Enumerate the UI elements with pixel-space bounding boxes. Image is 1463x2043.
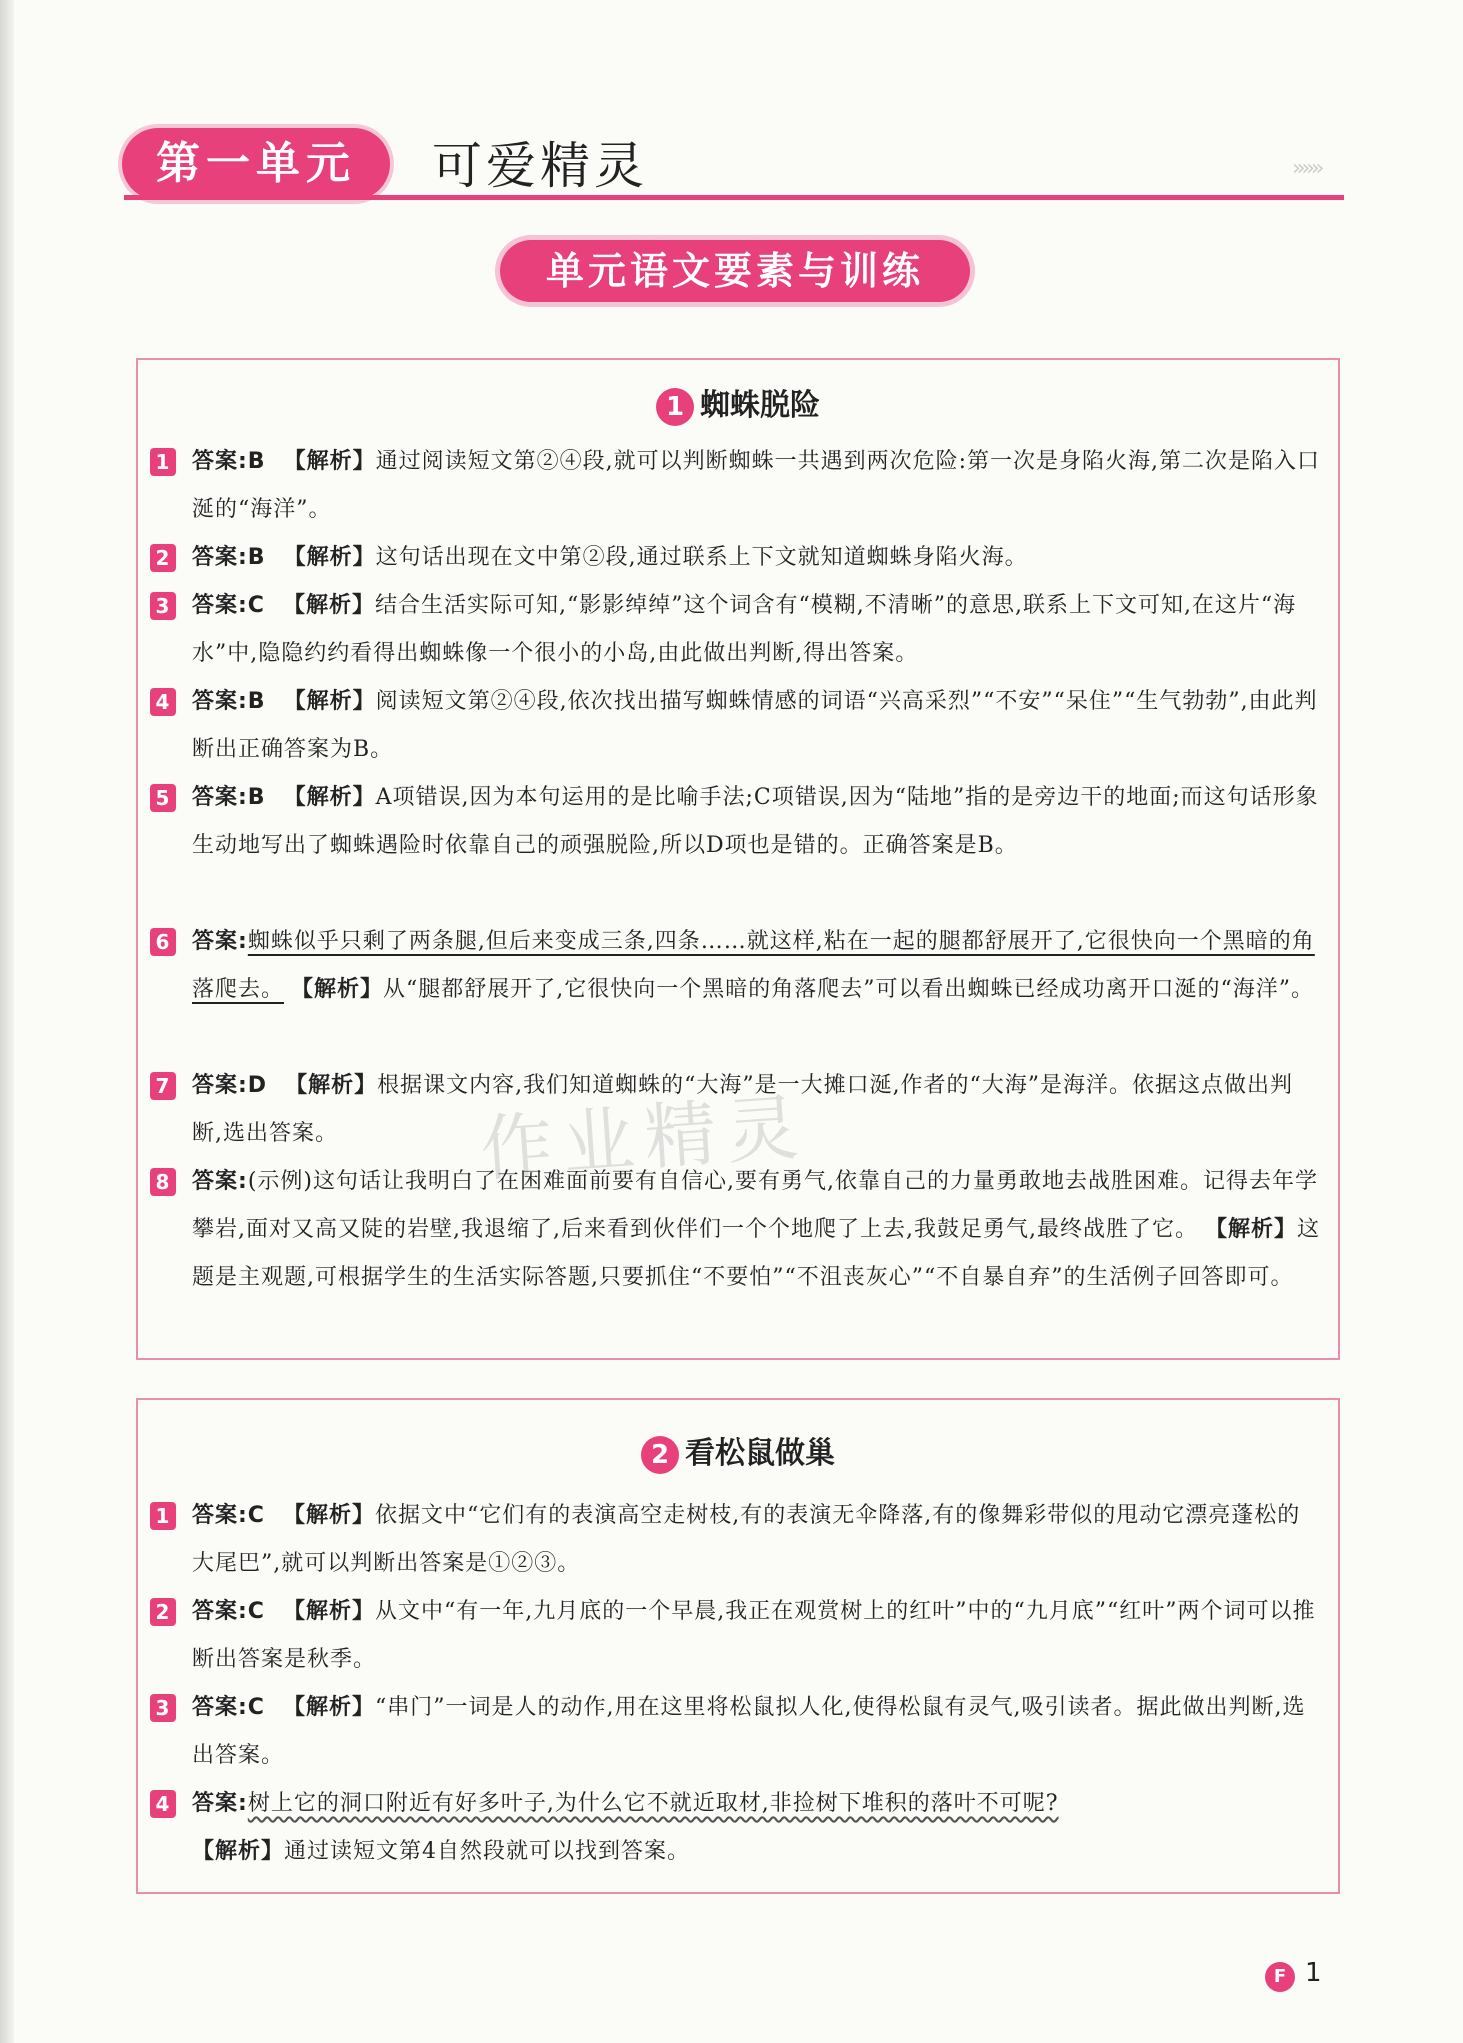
publisher-logo-icon: F [1265,1962,1295,1992]
lesson-title-2 [138,1428,1338,1474]
analysis-text: 这句话出现在文中第②段,通过联系上下文就知道蜘蛛身陷火海。 [375,545,1028,570]
chevrons-icon: »»» [1292,156,1321,181]
answer-item [155,1684,1320,1780]
analysis-label: 【解析】 [282,1695,375,1720]
question-number: 1 [150,1502,176,1530]
question-number: 8 [150,1168,176,1196]
analysis-label: 【解析】 [283,785,376,810]
analysis-text: A项错误,因为本句运用的是比喻手法;C项错误,因为“陆地”指的是旁边干的地面;而这句话形象生动地写出了蜘蛛遇险时依靠自己的顽强脱险,所以D项也是错的。正确答案是B。 [192,785,1319,858]
analysis-label: 【解析】 [283,689,376,714]
question-number: 6 [150,928,176,956]
analysis-label: 【解析】 [282,1503,375,1528]
answer-text: (示例)这句话让我明白了在困难面前要有自信心,要有勇气,依靠自己的力量勇敢地去战胜困难。记得去年学攀岩,面对又高又陡的岩壁,我退缩了,后来看到伙伴们一个个地爬了上去,我鼓足勇气,最终战胜了它。 [192,1169,1318,1242]
page-number: 1 [1305,1958,1322,1988]
answer-item [155,1158,1321,1302]
analysis-text: 通过读短文第4自然段就可以找到答案。 [284,1839,691,1864]
answer-label: 答案: [192,929,248,954]
analysis-label: 【解析】 [283,545,376,570]
answer-label: 答案:C [192,1599,265,1624]
unit-badge: 第一单元 [122,128,390,200]
answer-label: 答案:B [192,449,266,474]
analysis-label: 【解析】 [282,1599,375,1624]
answer-item [155,774,1320,870]
answer-item [155,438,1320,534]
answer-item [155,1588,1320,1684]
question-number: 1 [150,448,176,476]
analysis-label: 【解析】 [282,593,375,618]
analysis-label: 【解析】 [192,1839,285,1864]
lesson-number-badge: 2 [641,1436,679,1474]
question-number: 5 [150,784,176,812]
answer-item [155,918,1320,1014]
answer-label: 答案:C [192,1695,265,1720]
answer-label: 答案: [192,1791,248,1816]
analysis-text: “串门”一词是人的动作,用在这里将松鼠拟人化,使得松鼠有灵气,吸引读者。据此做出判断,选出答案。 [192,1695,1306,1768]
answer-item [155,678,1320,774]
unit-title: 可爱精灵 [432,137,648,195]
answer-label: 答案:B [192,545,266,570]
answer-label: 答案:D [192,1073,268,1098]
answer-text: 树上它的洞口附近有好多叶子,为什么它不就近取材,非捡树下堆积的落叶不可呢? [247,1791,1059,1816]
question-number: 2 [150,1598,176,1626]
answer-item [155,1780,1320,1876]
analysis-text: 这题是主观题,可根据学生的生活实际答题,只要抓住“不要怕”“不沮丧灰心”“不自暴自弃”的生活例子回答即可。 [192,1217,1321,1290]
watermark: 作业精灵 [477,1084,811,1192]
analysis-text: 依据文中“它们有的表演高空走树枝,有的表演无伞降落,有的像舞彩带似的甩动它漂亮蓬松的大尾巴”,就可以判断出答案是①②③。 [192,1503,1301,1576]
analysis-text: 阅读短文第②④段,依次找出描写蜘蛛情感的词语“兴高采烈”“不安”“呆住”“生气勃勃”,由此判断出正确答案为B。 [192,689,1318,762]
lesson-box-2 [136,1398,1340,1894]
lesson-number-badge: 1 [656,388,694,426]
analysis-label: 【解析】 [283,449,376,474]
lesson-title-1 [138,380,1338,426]
question-number: 4 [150,688,176,716]
analysis-label: 【解析】 [302,977,384,1002]
analysis-text: 结合生活实际可知,“影影绰绰”这个词含有“模糊,不清晰”的意思,联系上下文可知,在这片“海水”中,隐隐约约看得出蜘蛛像一个很小的小岛,由此做出判断,得出答案。 [192,593,1297,666]
answer-label: 答案:B [192,785,266,810]
analysis-label: 【解析】 [1215,1217,1297,1242]
answer-label: 答案: [192,1169,248,1194]
lesson-title-text: 看松鼠做巢 [685,1436,835,1471]
question-number: 3 [150,592,176,620]
answer-label: 答案:C [192,1503,265,1528]
header-divider [124,195,1344,200]
answer-item [155,582,1320,678]
analysis-text: 通过阅读短文第②④段,就可以判断蜘蛛一共遇到两次危险:第一次是身陷火海,第二次是陷入口涎的“海洋”。 [192,449,1320,522]
section-title: 单元语文要素与训练 [500,240,970,302]
answer-label: 答案:B [192,689,266,714]
analysis-text: 根据课文内容,我们知道蜘蛛的“大海”是一大摊口涎,作者的“大海”是海洋。依据这点做出判断,选出答案。 [192,1073,1294,1146]
lesson-title-text: 蜘蛛脱险 [700,388,820,423]
page-edge [0,0,14,2043]
analysis-text: 从文中“有一年,九月底的一个早晨,我正在观赏树上的红叶”中的“九月底”“红叶”两个词可以推断出答案是秋季。 [192,1599,1316,1672]
analysis-label: 【解析】 [285,1073,378,1098]
answer-item [155,534,1320,582]
question-number: 7 [150,1072,176,1100]
analysis-text: 从“腿都舒展开了,它很快向一个黑暗的角落爬去”可以看出蜘蛛已经成功离开口涎的“海洋”。 [383,977,1315,1002]
question-number: 2 [150,544,176,572]
answer-item [155,1492,1320,1588]
question-number: 4 [150,1790,176,1818]
lesson-box-1 [136,358,1340,1360]
answer-text: 蜘蛛似乎只剩了两条腿,但后来变成三条,四条……就这样,粘在一起的腿都舒展开了,它很快向一个黑暗的角落爬去。 [192,929,1315,1002]
answer-label: 答案:C [192,593,265,618]
question-number: 3 [150,1694,176,1722]
